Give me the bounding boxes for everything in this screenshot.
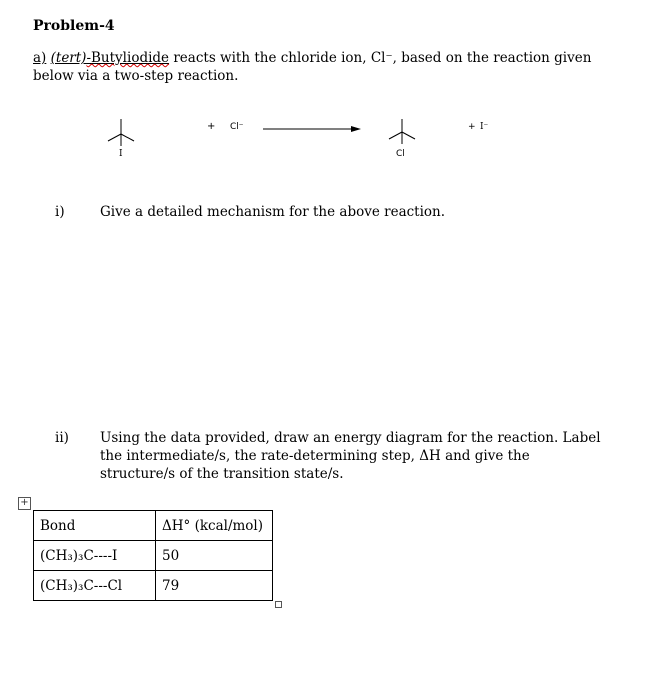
table-header-enthalpy: ΔH° (kcal/mol) xyxy=(156,511,273,541)
product-chlorine-label: Cl xyxy=(396,149,405,159)
chloride-ion: Cl⁻ xyxy=(230,122,244,132)
plus-sign-2: + xyxy=(468,122,476,132)
question-ii-line1: Using the data provided, draw an energy diagram for the reaction. Label xyxy=(100,430,601,446)
question-i-number: i) xyxy=(55,204,65,220)
table-row xyxy=(34,571,273,601)
table-cell-value: 50 xyxy=(156,541,273,571)
table-cell-value: 79 xyxy=(156,571,273,601)
table-move-handle-icon[interactable]: + xyxy=(18,497,31,510)
compound-prefix: (tert) xyxy=(50,50,87,66)
table-header-bond: Bond xyxy=(34,511,156,541)
tert-butyl-chloride-structure xyxy=(389,119,415,144)
reaction-arrow xyxy=(263,126,361,132)
description-line1: reacts with the chloride ion, Cl⁻, based on the reaction given xyxy=(169,50,592,66)
table-cell-bond: (CH₃)₃C----I xyxy=(34,541,156,571)
problem-description xyxy=(33,49,593,85)
reaction-scheme xyxy=(0,88,651,178)
description-line2: below via a two-step reaction. xyxy=(33,68,239,84)
iodide-ion: I⁻ xyxy=(480,122,489,132)
table-resize-handle-icon[interactable] xyxy=(275,601,282,608)
problem-title: Problem-4 xyxy=(33,18,115,34)
tert-butyl-iodide-structure xyxy=(108,119,134,146)
question-i-text: Give a detailed mechanism for the above reaction. xyxy=(100,204,446,220)
compound-name: -Butyliodide xyxy=(86,50,170,66)
question-ii-line3: structure/s of the transition state/s. xyxy=(100,466,344,482)
table-header-row xyxy=(34,511,273,541)
part-label: a) xyxy=(33,50,47,66)
question-ii-number: ii) xyxy=(55,430,69,446)
table-row xyxy=(34,541,273,571)
bond-enthalpy-table xyxy=(33,510,273,601)
plus-sign-1: + xyxy=(207,121,216,132)
reactant-iodine-label: I xyxy=(119,149,123,159)
table-cell-bond: (CH₃)₃C---Cl xyxy=(34,571,156,601)
question-ii-line2: the intermediate/s, the rate-determining step, ΔH and give the xyxy=(100,448,530,464)
question-ii-text xyxy=(100,429,640,483)
